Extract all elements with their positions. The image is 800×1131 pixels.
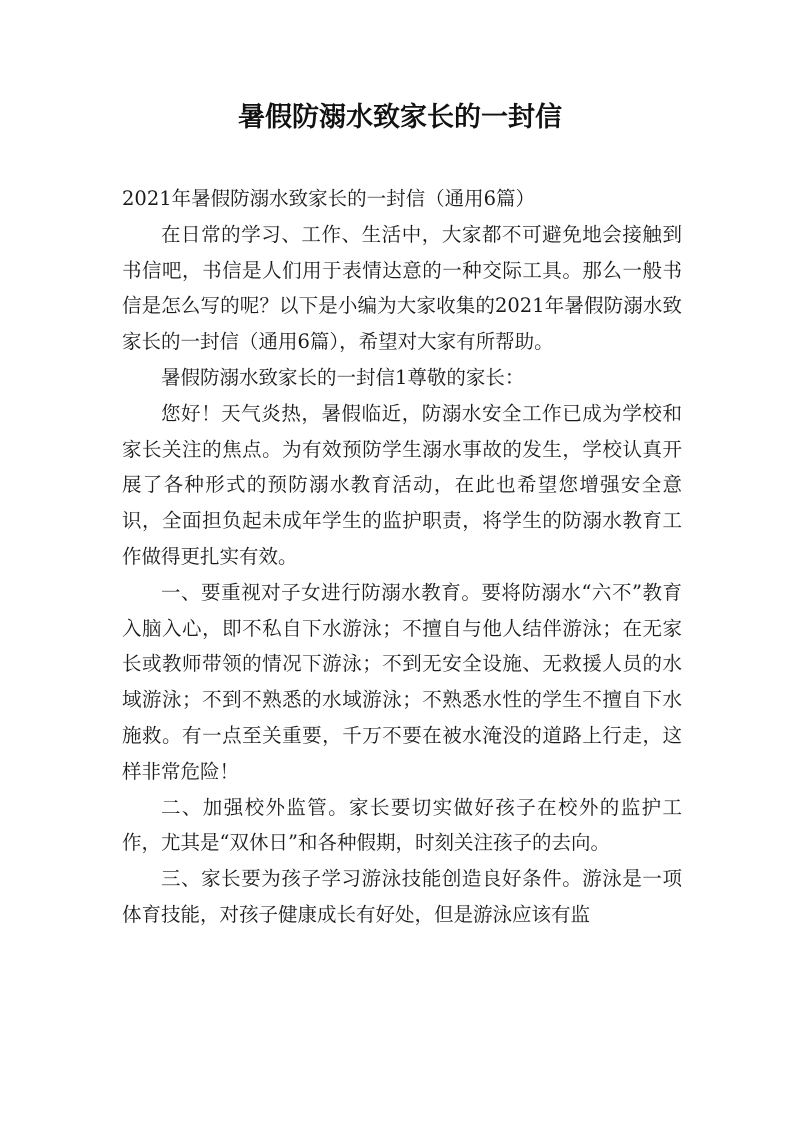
document-body (122, 181, 682, 933)
paragraph-greeting: 您好！天气炎热，暑假临近，防溺水安全工作已成为学校和家长关注的焦点。为有效预防学生溺水事故的发生，学校认真开展了各种形式的预防溺水教育活动，在此也希望您增强安全意识，全面担负起未成年学生的监护职责，将学生的防溺水教育工作做得更扎实有效。 (122, 401, 682, 568)
paragraph-intro: 在日常的学习、工作、生活中，大家都不可避免地会接触到书信吧，书信是人们用于表情达意的一种交际工具。那么一般书信是怎么写的呢？以下是小编为大家收集的2021年暑假防溺水致家长的一封信（通用6篇），希望对大家有所帮助。 (122, 222, 682, 354)
document-title: 暑假防溺水致家长的一封信 (238, 102, 562, 133)
paragraph-point-one: 一、要重视对子女进行防溺水教育。要将防溺水“六不”教育入脑入心，即不私自下水游泳；不擅自与他人结伴游泳；在无家长或教师带领的情况下游泳；不到无安全设施、无救援人员的水域游泳；不到不熟悉的水域游泳；不熟悉水性的学生不擅自下水施救。有一点至关重要，千万不要在被水淹没的道路上行走，这样非常危险！ (122, 580, 682, 783)
paragraph-letter-heading: 暑假防溺水致家长的一封信1尊敬的家长： (161, 365, 525, 389)
document-subtitle: 2021年暑假防溺水致家长的一封信（通用6篇） (122, 187, 536, 210)
paragraph-point-three: 三、家长要为孩子学习游泳技能创造良好条件。游泳是一项体育技能，对孩子健康成长有好处，但是游泳应该有监 (122, 867, 682, 926)
paragraph-point-two: 二、加强校外监管。家长要切实做好孩子在校外的监护工作，尤其是“双休日”和各种假期，时刻关注孩子的去向。 (122, 795, 682, 855)
